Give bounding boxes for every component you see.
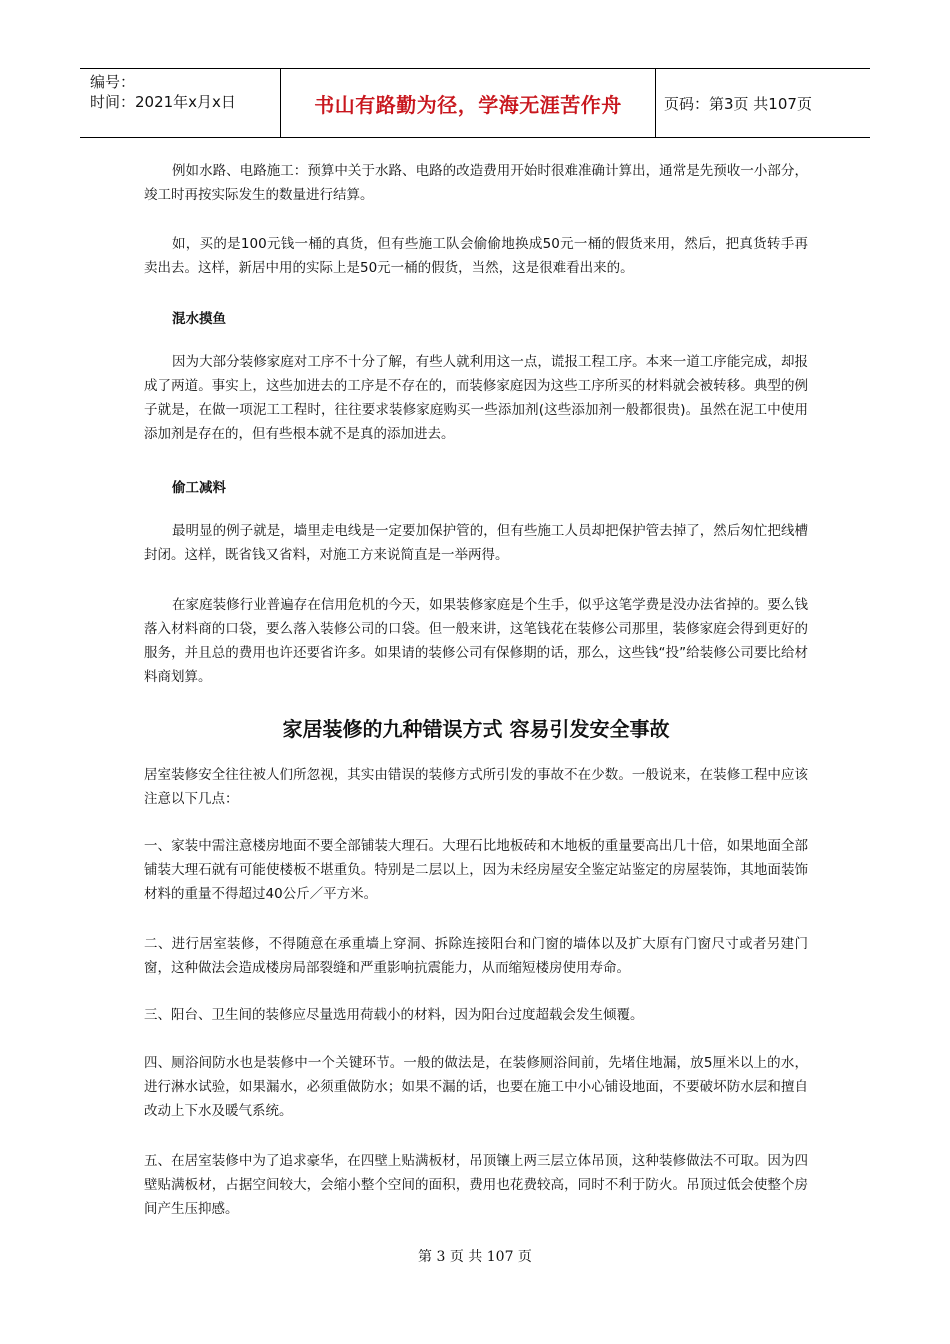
paragraph-point-1: 一、家装中需注意楼房地面不要全部铺装大理石。大理石比地板砖和木地板的重量要高出几十倍，如果地面全部铺装大理石就有可能使楼板不堪重负。特别是二层以上，因为未经房屋安全鉴定站鉴定的房屋装饰，其地面装饰材料的重量不得超过40公斤／平方米。 — [144, 838, 808, 902]
paragraph-point-2: 二、进行居室装修，不得随意在承重墙上穿洞、拆除连接阳台和门窗的墙体以及扩大原有门窗尺寸或者另建门窗，这种做法会造成楼房局部裂缝和严重影响抗震能力，从而缩短楼房使用寿命。 — [144, 936, 808, 976]
document-time-label: 时间：2021年x月x日 — [90, 93, 236, 111]
header-motto: 书山有路勤为径，学海无涯苦作舟 — [314, 92, 622, 117]
paragraph-fake-goods: 如，买的是100元钱一桶的真货，但有些施工队会偷偷地换成50元一桶的假货来用，然后，把真货转手再卖出去。这样，新居中用的实际上是50元一桶的假货，当然，这是很难看出来的。 — [144, 236, 808, 276]
section-title: 家居装修的九种错误方式 容易引发安全事故 — [282, 717, 670, 741]
document-number-label: 编号： — [90, 73, 136, 91]
paragraph-point-5: 五、在居室装修中为了追求豪华，在四壁上贴满板材，吊顶镶上两三层立体吊顶，这种装修做法不可取。因为四壁贴满板材，占据空间较大，会缩小整个空间的面积，费用也花费较高，同时不利于防火。吊顶过低会使整个房间产生压抑感。 — [144, 1153, 808, 1217]
paragraph-point-3: 三、阳台、卫生间的装修应尽量选用荷载小的材料，因为阳台过度超载会发生倾覆。 — [144, 1007, 644, 1023]
paragraph-trust-crisis: 在家庭装修行业普遍存在信用危机的今天，如果装修家庭是个生手，似乎这笔学费是没办法省掉的。要么钱落入材料商的口袋，要么落入装修公司的口袋。但一般来讲，这笔钱花在装修公司那里，装修家庭会得到更好的服务，并且总的费用也许还要省许多。如果请的装修公司有保修期的话，那么，这些钱“投”给装修公司要比给材料商划算。 — [144, 597, 808, 685]
paragraph-fake-process: 因为大部分装修家庭对工序不十分了解，有些人就利用这一点，谎报工程工序。本来一道工序能完成，却报成了两道。事实上，这些加进去的工序是不存在的，而装修家庭因为这些工序所买的材料就会被转移。典型的例子就是，在做一项泥工工程时，往往要求装修家庭购买一些添加剂(这些添加剂一般都很贵)。虽然在泥工中使用添加剂是存在的，但有些根本就不是真的添加进去。 — [144, 354, 808, 442]
subheading-cut-corners: 偷工减料 — [172, 480, 226, 496]
paragraph-wiring: 最明显的例子就是，墙里走电线是一定要加保护管的，但有些施工人员却把保护管去掉了，然后匆忙把线槽封闭。这样，既省钱又省料，对施工方来说简直是一举两得。 — [144, 523, 808, 563]
page-footer: 第 3 页 共 107 页 — [418, 1249, 532, 1265]
paragraph-water-electric: 例如水路、电路施工：预算中关于水路、电路的改造费用开始时很难准确计算出，通常是先预收一小部分，竣工时再按实际发生的数量进行结算。 — [144, 163, 808, 203]
paragraph-intro: 居室装修安全往往被人们所忽视，其实由错误的装修方式所引发的事故不在少数。一般说来，在装修工程中应该注意以下几点： — [144, 767, 808, 807]
header-motto-cell — [281, 69, 656, 137]
page-header — [80, 68, 870, 138]
paragraph-point-4: 四、厕浴间防水也是装修中一个关键环节。一般的做法是，在装修厕浴间前，先堵住地漏，放5厘米以上的水，进行淋水试验，如果漏水，必须重做防水；如果不漏的话，也要在施工中小心铺设地面，不要破坏防水层和擅自改动上下水及暖气系统。 — [144, 1055, 808, 1119]
header-page-cell — [656, 69, 870, 137]
subheading-muddy-water: 混水摸鱼 — [172, 311, 226, 327]
header-info-cell — [80, 69, 281, 137]
header-page-label: 页码：第3页 共107页 — [664, 94, 812, 113]
